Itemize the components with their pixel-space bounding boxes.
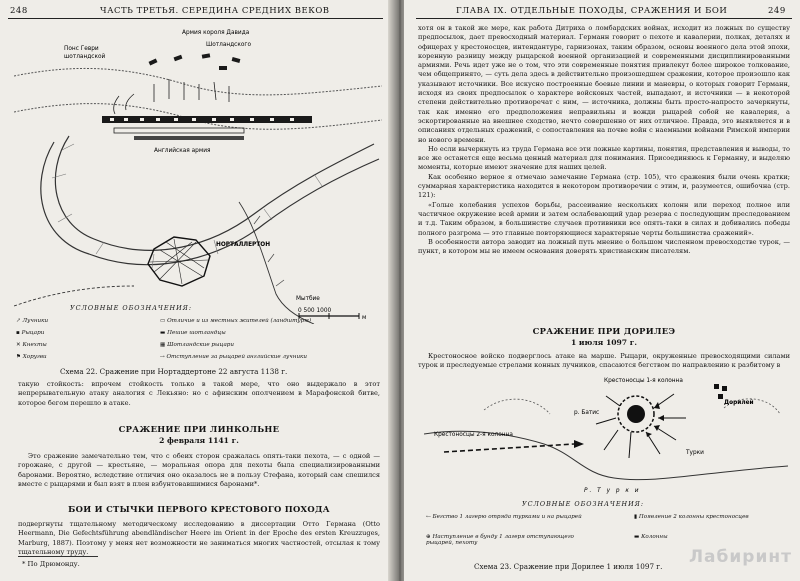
map-label-dorylaeum: Дорилей: [724, 400, 754, 406]
paragraph: Это сражение замечательно тем, что с обеих сторон сражалась опять-таки пехота, — с одной — горожане, с другой — крестьяне, — моральная опора для пехоты была специализированными баронами. Вероятно, вследствие отличия оно оказалось не в пользу Стефана, который сам спешился вместе с рыцарями и был взят в плен взбунтовавшимися баронами*.: [18, 452, 380, 488]
map-label-column2: Крестоносцы 2-я колонна: [434, 432, 513, 438]
legend-item: ▪ Рыцари: [16, 330, 45, 336]
map-label-northallerton: НОРТАЛЛЕРТОН: [216, 242, 271, 248]
map-scale-unit: м: [362, 315, 367, 321]
map-label-mitbie: Мытбие: [296, 296, 320, 302]
legend-item: ▬ Пешие шотландцы: [160, 330, 226, 336]
legend-item: ⇢ Отступление за рыцарей английские лучники: [160, 354, 307, 360]
map-label-scotland: Шотландского: [206, 42, 252, 48]
page-number-right: 249: [768, 6, 786, 16]
legend-item: ⊕ Наступление в бунду 1 лагеря отступающего рыцарей, пехоту: [426, 534, 574, 546]
battle-map-northallerton: [14, 24, 382, 324]
right-page: [404, 0, 800, 581]
paragraph: Крестоносное войско подверглось атаке на марше. Рыцари, окруженные превосходящими силами турок и преследуемые стрелами конных лучников, спасаются бегством по направлению к разбитому в: [418, 352, 790, 370]
watermark-logo: Лабиринт: [688, 547, 792, 567]
legend-item: ▦ Шотландские рыцари: [160, 342, 234, 348]
map-label-english-army: Английская армия: [154, 148, 211, 154]
legend-item: ▮ Появление 2 колонны крестоносцев: [634, 514, 749, 520]
paragraph: подвергнуты тщательному методическому исследованию в диссертации Отто Германа (Otto Heermann, Die Gefechtsführung abendländischer Heere im Orient in der Epoche des ersten Kreuzzuges, Marburg, 1887). Поэтому у меня нет возможности не заниматься многих частностей, отсылая к тому тщательному труду.: [18, 520, 380, 556]
footnote: * По Дрюмонду.: [22, 560, 80, 568]
map-label-bathys: р. Батис: [574, 410, 600, 416]
page-number-left: 248: [10, 6, 28, 16]
section-date-dorylaeum: 1 июля 1097 г.: [570, 338, 638, 347]
battle-map-dorylaeum: [424, 374, 788, 496]
legend-item: ⚑ Хоругви: [16, 354, 47, 360]
legend-item: ▬ Колонны: [634, 534, 668, 540]
map-label-turks: Турки: [686, 450, 704, 456]
legend-item: ▭ Отличие и из местных жителей (ландштурм): [160, 318, 312, 324]
map-scale-label: 0 500 1000: [298, 308, 332, 314]
paragraph: такую стойкость: впрочем стойкость только в такой мере, что оно выдержало в этот непрерывательную атаку аналогия с Лекьяно: но с афинским ополчением в Марафонской битве, которое бегом перешло в атаке.: [18, 380, 380, 407]
legend-title-left: УСЛОВНЫЕ ОБОЗНАЧЕНИЯ:: [70, 304, 192, 312]
legend-item: ⇠ Бегство 1 лагерю отряда турками и на рыцарей: [426, 514, 582, 520]
head-rule-right: [416, 18, 792, 19]
map-label-david-army: Армия короля Давида: [182, 30, 250, 36]
figure-caption-right: Схема 23. Сражение при Дорилее 1 июля 1097 г.: [474, 562, 663, 571]
left-page: [0, 0, 396, 581]
legend-title-right: УСЛОВНЫЕ ОБОЗНАЧЕНИЯ:: [522, 500, 644, 508]
section-heading-crusade: БОИ И СТЫЧКИ ПЕРВОГО КРЕСТОВОГО ПОХОДА: [68, 504, 330, 514]
figure-caption-left: Схема 22. Сражение при Нортаддертоне 22 августа 1138 г.: [60, 367, 288, 376]
map-label-river: Р. Т у р к и: [584, 488, 641, 494]
legend-item: ↗ Лучники: [16, 318, 49, 324]
running-head-left: ЧАСТЬ ТРЕТЬЯ. СЕРЕДИНА СРЕДНИХ ВЕКОВ: [100, 6, 330, 16]
footnote-rule: [18, 556, 98, 557]
map-label-ponts: Понс Геври: [64, 46, 99, 52]
paragraph: хотя он в такой же мере, как работа Дитриха о ломбардских войнах, исходит из ложных по существу предпосылок, дает превосходный материал. Германн говорит о пехоте и кавалерии, полках, деталях и офицерах у крестоносцев, интендантуре, гарнизонах, таким образом, основы военного дела этой эпохи, коренную разницу между рыцарской военной организацией и современными дисциплинированными армиями. Речь идет уже не о том, что эти современные понятия привлекут более широкое толкование, чем общепринято, — суть дела здесь в действительно произошедшем сражении, которое произошло как указывают источники. Все искусно построенные боевые линии и маневры, о которых говорит Германн, исходя из своих предпосылок о характере войсковых частей, выпадают, и источники — в некоторой степени действительно противоречат с ним, — источника, должны быть просто-напросто зачеркнуты, так как именно его предположения неправильны и вожди рыцарей собой не кавалерия, а эскортированные на внешнее сходство, нечто совершенно от них отличное. Правда, это выявляется и в описаниях отдельных сражений, с сопоставления на почве войн с наемными войнами Римской империи но нового времени. Но если вычеркнуть из труда Германа все эти ложные картины, понятия, представления и выводы, то все же останется еще весьма ценный материал для понимания. Присоединяюсь к Германну, и выделяю моменты, которые имеют значение для наших целей. Как особенно верное я отмечаю замечание Германа (стр. 105), что сражения были очень кратки; суммарная характеристика находится в некотором противоречии с этим, и, разумеется, ошибочна (стр. 121): «Голые колебания успехов борьбы, рассеивание нескольких колонн или переход полное или частичное окружение всей армии и затем ослабевающий удар резерва с последующим преследованием и т.д. Таким образом, в большинстве случаев противники все опять-таки в силах и добивались победы полного разгрома — это главные повторяющиеся характерные черты большинства сражений». В особенности автора заводит на ложный путь мнение о большом численном превосходстве турок, — пункт, в котором мы не имеем основания доверять христианским писателям.: [418, 24, 790, 256]
section-heading-dorylaeum: СРАЖЕНИЕ ПРИ ДОРИЛЕЭ: [532, 326, 676, 336]
head-rule-left: [8, 18, 383, 19]
section-date-lincoln: 2 февраля 1141 г.: [159, 436, 239, 445]
section-heading-lincoln: СРАЖЕНИЕ ПРИ ЛИНКОЛЬНЕ: [118, 424, 280, 434]
legend-item: ✕ Кнехты: [16, 342, 47, 348]
running-head-right: ГЛАВА IX. ОТДЕЛЬНЫЕ ПОХОДЫ, СРАЖЕНИЯ И БОИ: [456, 6, 728, 16]
map-label-column1: Крестоносцы 1-я колонна: [604, 378, 683, 384]
map-label-scot-sub: шотландской: [64, 54, 106, 60]
